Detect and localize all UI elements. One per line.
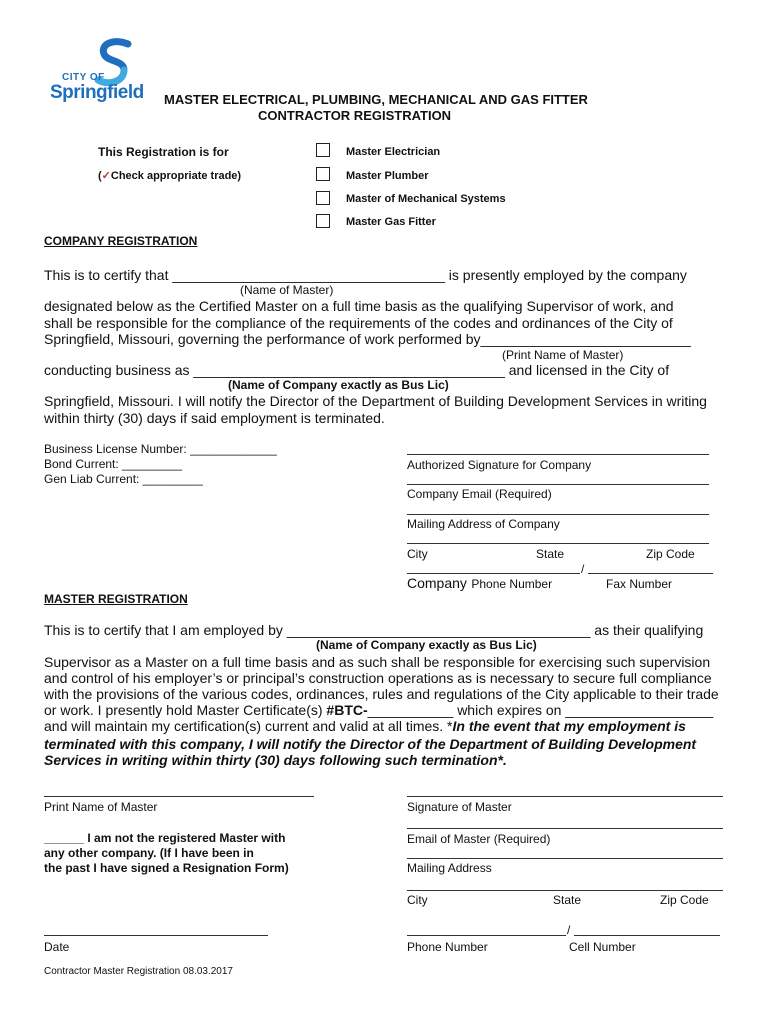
company-phone-line[interactable] xyxy=(407,573,580,574)
trade-label-plumber: Master Plumber xyxy=(346,170,429,182)
termination-notice-line3: Services in writing within thirty (30) days following such termination*. xyxy=(44,752,507,768)
trade-label-gas-fitter: Master Gas Fitter xyxy=(346,216,436,228)
master-email-label: Email of Master (Required) xyxy=(407,832,551,846)
master-state-label: State xyxy=(553,893,582,907)
master-registration-heading: MASTER REGISTRATION xyxy=(44,592,188,606)
footer-revision: Contractor Master Registration 08.03.2017 xyxy=(44,966,233,977)
company-fax-label: Fax Number xyxy=(606,577,673,591)
registration-for-label: This Registration is for xyxy=(98,145,229,159)
gen-liab-current-field[interactable]: Gen Liab Current: _________ xyxy=(44,472,203,486)
termination-notice-line2: terminated with this company, I will notify the Director of the Department of Building Development xyxy=(44,736,697,752)
bond-current-field[interactable]: Bond Current: _________ xyxy=(44,457,183,471)
master-phone-cell-slash: / xyxy=(567,923,571,937)
check-trade-note xyxy=(98,169,241,182)
city-logo xyxy=(44,38,154,108)
signature-line[interactable] xyxy=(407,796,723,797)
trade-label-electrician: Master Electrician xyxy=(346,146,441,158)
business-license-field[interactable]: Business License Number: _____________ xyxy=(44,442,277,456)
master-certificate-text: or work. I presently hold Master Certificate(s) xyxy=(44,702,327,718)
check-note-text: Check appropriate trade) xyxy=(110,170,242,182)
termination-notice-start: In the event that my employment is xyxy=(452,718,686,734)
trade-label-mechanical: Master of Mechanical Systems xyxy=(346,193,506,205)
authorized-signature-line[interactable] xyxy=(407,454,709,455)
master-phone-label: Phone Number xyxy=(407,940,488,954)
conducting-business-line[interactable]: conducting business as ________________________________________ and licensed in the City of xyxy=(44,362,670,378)
master-cell-label: Cell Number xyxy=(569,940,636,954)
company-email-line[interactable] xyxy=(407,484,709,485)
company-mailing-address-label: Mailing Address of Company xyxy=(407,517,560,531)
not-registered-line1[interactable]: ______ I am not the registered Master with xyxy=(44,831,286,845)
company-word: Company xyxy=(407,575,467,591)
master-para-line5 xyxy=(44,718,686,734)
company-phone-fax-slash: / xyxy=(581,562,585,576)
company-para1-line3[interactable]: Springfield, Missouri, governing the performance of work performed by___________________________ xyxy=(44,331,691,347)
name-of-master-caption: (Name of Master) xyxy=(240,283,334,297)
master-email-line[interactable] xyxy=(407,828,723,829)
company-city-state-zip-line[interactable] xyxy=(407,543,709,544)
not-registered-line3: the past I have signed a Resignation Form) xyxy=(44,861,289,875)
date-label: Date xyxy=(44,940,70,954)
btc-prefix: #BTC- xyxy=(326,702,368,718)
print-name-line[interactable] xyxy=(44,796,314,797)
print-name-label: Print Name of Master xyxy=(44,800,158,814)
master-mailing-address-label: Mailing Address xyxy=(407,861,492,875)
trade-checkbox-mechanical[interactable] xyxy=(316,191,330,205)
not-registered-line2: any other company. (If I have been in xyxy=(44,846,254,860)
certificate-number-field[interactable]: ___________ which expires on ___________________ xyxy=(367,702,714,718)
master-city-label: City xyxy=(407,893,428,907)
master-phone-line[interactable] xyxy=(407,935,566,936)
date-line[interactable] xyxy=(44,935,268,936)
master-company-name-caption: (Name of Company exactly as Bus Lic) xyxy=(316,638,537,652)
company-para1-line2: shall be responsible for the compliance of the requirements of the codes and ordinances of the City of xyxy=(44,315,673,331)
checkmark-icon: ✓ xyxy=(101,170,111,182)
company-mailing-address-line[interactable] xyxy=(407,514,709,515)
company-phone-label xyxy=(407,575,552,593)
trade-checkbox-gas-fitter[interactable] xyxy=(316,214,330,228)
company-email-label: Company Email (Required) xyxy=(407,487,552,501)
trade-checkbox-plumber[interactable] xyxy=(316,167,330,181)
company-state-label: State xyxy=(536,547,565,561)
company-name-caption: (Name of Company exactly as Bus Lic) xyxy=(228,378,449,392)
company-para2-line1: Springfield, Missouri. I will notify the Director of the Department of Building Development Services in writing xyxy=(44,393,707,409)
company-para2-line2: within thirty (30) days if said employment is terminated. xyxy=(44,410,385,426)
signature-label: Signature of Master xyxy=(407,800,512,814)
master-city-state-zip-line[interactable] xyxy=(407,890,723,891)
company-para1-line1: designated below as the Certified Master on a full time basis as the qualifying Supervisor of work, and xyxy=(44,298,674,314)
master-para-line4[interactable] xyxy=(44,702,713,718)
print-name-of-master-caption: (Print Name of Master) xyxy=(502,348,624,362)
phone-number-word: Phone Number xyxy=(471,577,553,591)
form-title-line2: CONTRACTOR REGISTRATION xyxy=(258,108,452,123)
master-para-line1: Supervisor as a Master on a full time basis and as such shall be responsible for exercising such supervision xyxy=(44,654,711,670)
trade-checkbox-electrician[interactable] xyxy=(316,143,330,157)
company-city-label: City xyxy=(407,547,428,561)
company-fax-line[interactable] xyxy=(588,573,713,574)
master-cell-line[interactable] xyxy=(574,935,720,936)
authorized-signature-label: Authorized Signature for Company xyxy=(407,458,592,472)
master-para-line3: with the provisions of the various codes, ordinances, rules and regulations of the City applicable to their trade xyxy=(44,686,719,702)
company-zip-label: Zip Code xyxy=(646,547,695,561)
master-zip-label: Zip Code xyxy=(660,893,709,907)
check-note-prefix: ( xyxy=(98,170,102,182)
logo-city-of: CITY OF xyxy=(62,72,105,83)
form-title-line1: MASTER ELECTRICAL, PLUMBING, MECHANICAL AND GAS FITTER xyxy=(164,92,588,107)
master-para-line2: and control of his employer’s or principal’s construction operations as is necessary to secure full compliance xyxy=(44,670,712,686)
master-mailing-address-line[interactable] xyxy=(407,858,723,859)
logo-springfield: Springfield xyxy=(50,82,144,103)
maintain-certification-text: and will maintain my certification(s) current and valid at all times. * xyxy=(44,718,453,734)
master-certify-line[interactable]: This is to certify that I am employed by _______________________________________ as their qualifying xyxy=(44,622,704,638)
company-registration-heading: COMPANY REGISTRATION xyxy=(44,234,198,248)
company-certify-line[interactable]: This is to certify that ___________________________________ is presently employed by the company xyxy=(44,267,687,283)
